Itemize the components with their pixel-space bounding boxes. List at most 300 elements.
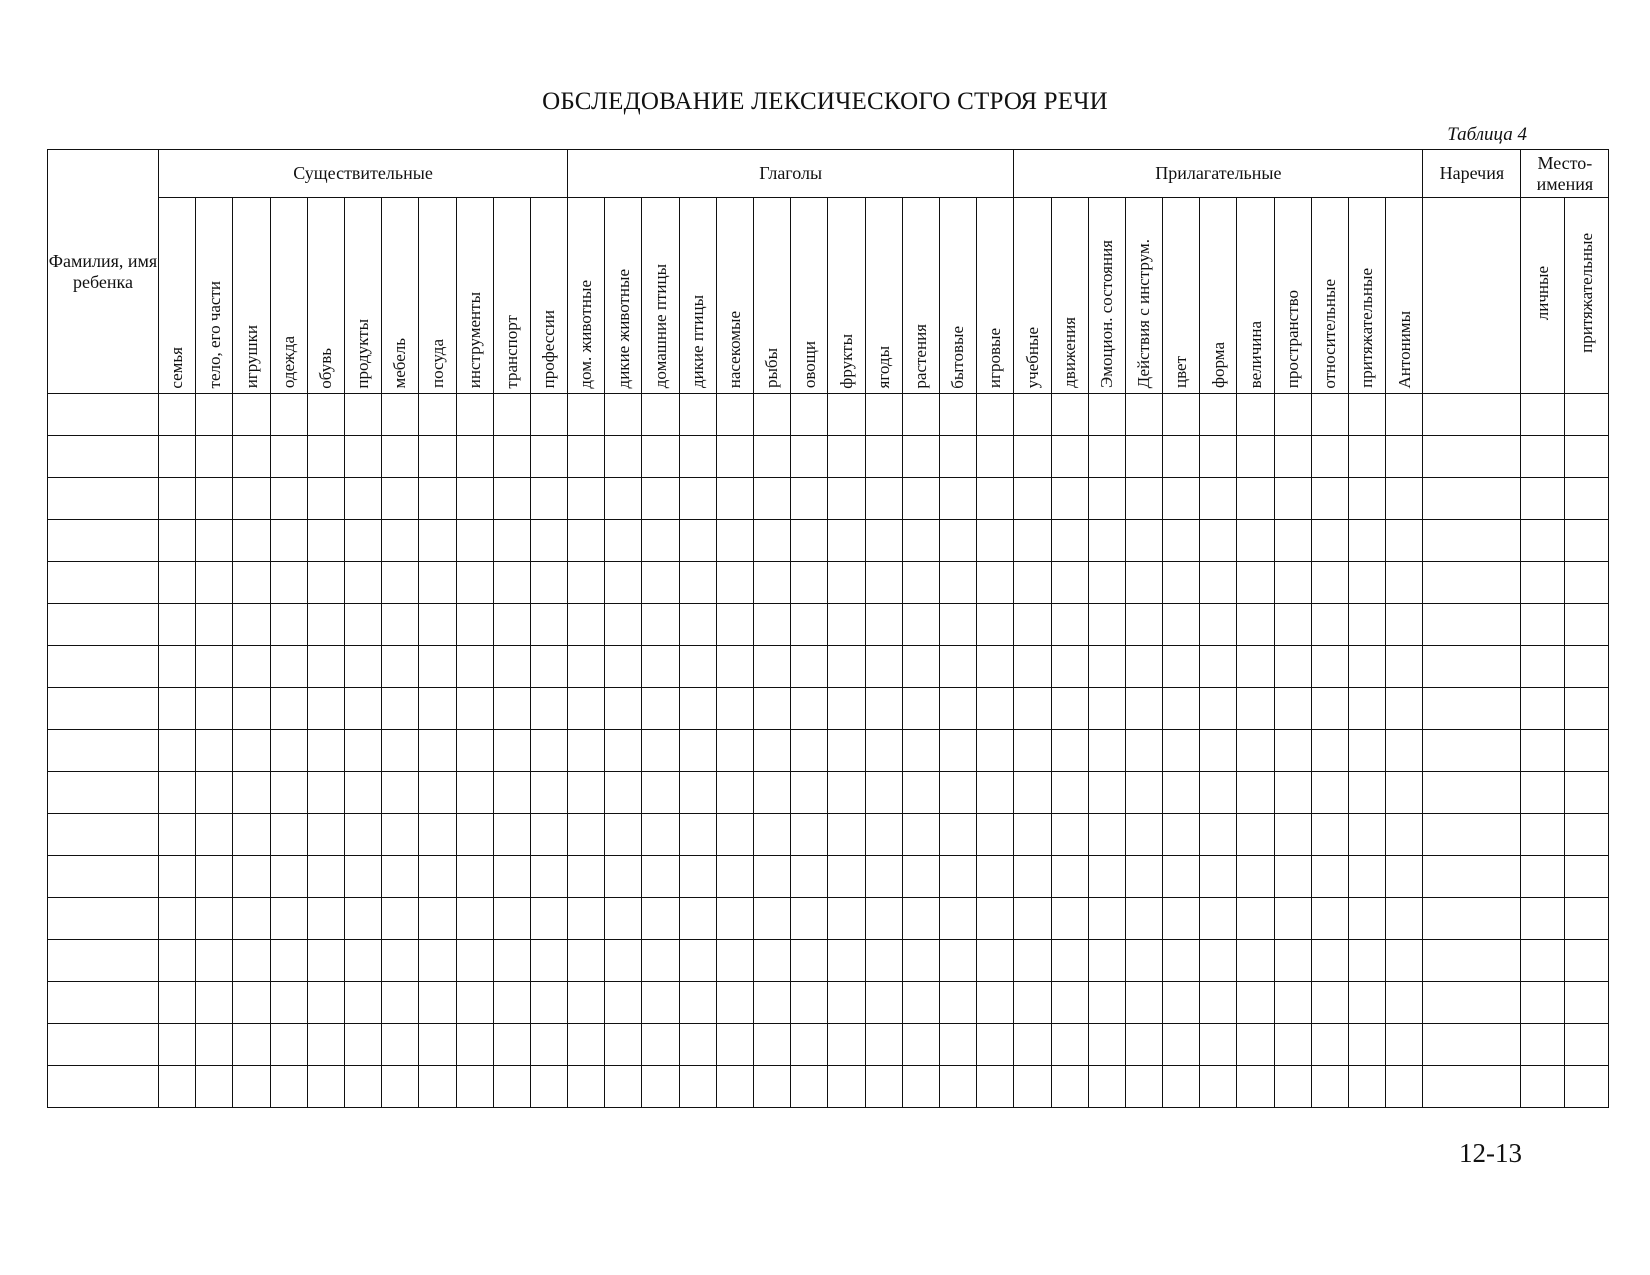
- score-cell: [159, 688, 196, 730]
- score-cell: [196, 520, 233, 562]
- score-cell: [530, 730, 567, 772]
- score-cell: [159, 394, 196, 436]
- score-cell: [159, 1024, 196, 1066]
- score-cell: [902, 772, 939, 814]
- score-cell: [902, 730, 939, 772]
- score-cell: [1274, 436, 1311, 478]
- score-cell: [1125, 1024, 1162, 1066]
- table-row: [48, 814, 1609, 856]
- score-cell: [1014, 562, 1051, 604]
- score-cell: [270, 898, 307, 940]
- score-cell: [307, 436, 344, 478]
- score-cell: [1386, 856, 1423, 898]
- score-cell: [977, 688, 1014, 730]
- header-adjectives-5: [1200, 198, 1237, 394]
- score-cell: [1237, 814, 1274, 856]
- score-cell: [530, 1024, 567, 1066]
- header-verbs-9: [902, 198, 939, 394]
- score-cell: [1163, 940, 1200, 982]
- score-cell: [568, 688, 605, 730]
- score-cell: [1565, 856, 1609, 898]
- score-cell: [1200, 814, 1237, 856]
- score-cell: [1088, 604, 1125, 646]
- score-cell: [1349, 940, 1386, 982]
- score-cell: [1311, 478, 1348, 520]
- score-cell: [233, 772, 270, 814]
- score-cell: [382, 982, 419, 1024]
- header-pronouns-0: [1521, 198, 1565, 394]
- score-cell: [233, 646, 270, 688]
- score-cell: [902, 562, 939, 604]
- score-cell: [270, 478, 307, 520]
- score-cell: [679, 604, 716, 646]
- header-verbs-11: [977, 198, 1014, 394]
- score-cell: [828, 730, 865, 772]
- table-row: [48, 646, 1609, 688]
- score-cell: [1521, 436, 1565, 478]
- score-cell: [1274, 1066, 1311, 1108]
- score-cell: [716, 856, 753, 898]
- table-row: [48, 604, 1609, 646]
- score-cell: [1386, 478, 1423, 520]
- child-name-cell: [48, 898, 159, 940]
- score-cell: [791, 394, 828, 436]
- score-cell: [270, 436, 307, 478]
- score-cell: [419, 1066, 456, 1108]
- score-cell: [1565, 604, 1609, 646]
- score-cell: [1163, 1066, 1200, 1108]
- score-cell: [865, 394, 902, 436]
- score-cell: [159, 898, 196, 940]
- score-cell: [493, 394, 530, 436]
- header-adverbs-blank: [1423, 198, 1521, 394]
- header-label: цвет: [1171, 356, 1191, 389]
- child-name-cell: [48, 856, 159, 898]
- score-cell: [754, 730, 791, 772]
- score-cell: [1014, 520, 1051, 562]
- score-cell: [791, 688, 828, 730]
- score-cell: [1088, 898, 1125, 940]
- score-cell: [1200, 856, 1237, 898]
- score-cell: [1565, 898, 1609, 940]
- header-adjectives-9: [1349, 198, 1386, 394]
- table-row: [48, 898, 1609, 940]
- score-cell: [865, 814, 902, 856]
- score-cell: [419, 1024, 456, 1066]
- score-cell: [493, 520, 530, 562]
- score-cell: [977, 604, 1014, 646]
- score-cell: [159, 436, 196, 478]
- score-cell: [865, 520, 902, 562]
- score-cell: [977, 478, 1014, 520]
- score-cell: [1200, 520, 1237, 562]
- score-cell: [1200, 730, 1237, 772]
- score-cell: [642, 646, 679, 688]
- header-label: дом. животные: [576, 279, 596, 389]
- score-cell: [1521, 520, 1565, 562]
- score-cell: [865, 982, 902, 1024]
- header-adjectives-7: [1274, 198, 1311, 394]
- score-cell: [1051, 436, 1088, 478]
- score-cell: [642, 772, 679, 814]
- score-cell: [977, 982, 1014, 1024]
- score-cell: [456, 478, 493, 520]
- header-label: величина: [1245, 320, 1265, 389]
- score-cell: [1274, 688, 1311, 730]
- score-cell: [754, 856, 791, 898]
- score-cell: [1521, 604, 1565, 646]
- child-name-cell: [48, 1024, 159, 1066]
- score-cell: [1163, 772, 1200, 814]
- page-title: ОБСЛЕДОВАНИЕ ЛЕКСИЧЕСКОГО СТРОЯ РЕЧИ: [542, 88, 1108, 115]
- score-cell: [791, 898, 828, 940]
- score-cell: [1163, 1024, 1200, 1066]
- score-cell: [233, 562, 270, 604]
- score-cell: [754, 940, 791, 982]
- group-adjectives: Прилагательные: [1014, 150, 1423, 198]
- score-cell: [493, 1066, 530, 1108]
- score-cell: [828, 604, 865, 646]
- header-label: обувь: [316, 347, 336, 389]
- score-cell: [642, 520, 679, 562]
- score-cell: [939, 436, 976, 478]
- score-cell: [344, 940, 381, 982]
- score-cell: [791, 520, 828, 562]
- score-cell: [196, 562, 233, 604]
- score-cell: [1565, 730, 1609, 772]
- header-nouns-7: [419, 198, 456, 394]
- score-cell: [1349, 982, 1386, 1024]
- score-cell: [382, 814, 419, 856]
- score-cell: [977, 730, 1014, 772]
- score-cell: [568, 478, 605, 520]
- table-row: [48, 562, 1609, 604]
- score-cell: [642, 562, 679, 604]
- score-cell: [530, 520, 567, 562]
- score-cell: [754, 772, 791, 814]
- header-verbs-3: [679, 198, 716, 394]
- score-cell: [939, 688, 976, 730]
- score-cell: [828, 1024, 865, 1066]
- score-cell: [233, 436, 270, 478]
- score-cell: [419, 604, 456, 646]
- score-cell: [159, 772, 196, 814]
- score-cell: [382, 1066, 419, 1108]
- score-cell: [1521, 1066, 1565, 1108]
- score-cell: [605, 604, 642, 646]
- score-cell: [679, 436, 716, 478]
- score-cell: [196, 772, 233, 814]
- score-cell: [1423, 394, 1521, 436]
- score-cell: [828, 982, 865, 1024]
- score-cell: [233, 940, 270, 982]
- score-cell: [1200, 436, 1237, 478]
- score-cell: [1423, 436, 1521, 478]
- score-cell: [493, 562, 530, 604]
- score-cell: [1311, 436, 1348, 478]
- score-cell: [1349, 604, 1386, 646]
- score-cell: [716, 1066, 753, 1108]
- score-cell: [1051, 604, 1088, 646]
- table-row: [48, 772, 1609, 814]
- header-nouns-1: [196, 198, 233, 394]
- score-cell: [977, 1024, 1014, 1066]
- score-cell: [1237, 394, 1274, 436]
- header-adjectives-3: [1125, 198, 1162, 394]
- score-cell: [530, 478, 567, 520]
- score-cell: [716, 436, 753, 478]
- score-cell: [1051, 730, 1088, 772]
- score-cell: [530, 436, 567, 478]
- score-cell: [939, 604, 976, 646]
- score-cell: [828, 856, 865, 898]
- score-cell: [902, 814, 939, 856]
- score-cell: [1349, 562, 1386, 604]
- score-cell: [939, 520, 976, 562]
- score-cell: [1125, 898, 1162, 940]
- score-cell: [902, 604, 939, 646]
- score-cell: [419, 478, 456, 520]
- score-cell: [977, 394, 1014, 436]
- score-cell: [791, 436, 828, 478]
- score-cell: [344, 982, 381, 1024]
- header-label: ягоды: [873, 345, 893, 389]
- score-cell: [1311, 940, 1348, 982]
- header-label: инструменты: [464, 292, 484, 389]
- score-cell: [716, 940, 753, 982]
- score-cell: [1163, 814, 1200, 856]
- score-cell: [307, 520, 344, 562]
- header-nouns-2: [233, 198, 270, 394]
- table-row: [48, 730, 1609, 772]
- score-cell: [1274, 562, 1311, 604]
- score-cell: [196, 856, 233, 898]
- score-cell: [196, 940, 233, 982]
- score-cell: [1088, 730, 1125, 772]
- score-cell: [754, 604, 791, 646]
- score-cell: [456, 394, 493, 436]
- table-row: [48, 1066, 1609, 1108]
- score-cell: [716, 520, 753, 562]
- score-cell: [196, 436, 233, 478]
- score-cell: [159, 940, 196, 982]
- score-cell: [270, 1066, 307, 1108]
- score-cell: [754, 436, 791, 478]
- score-cell: [1311, 562, 1348, 604]
- header-label: насекомые: [725, 311, 745, 389]
- score-cell: [344, 520, 381, 562]
- header-verbs-5: [754, 198, 791, 394]
- header-label: растения: [911, 323, 931, 389]
- header-label: личные: [1533, 266, 1553, 321]
- score-cell: [530, 898, 567, 940]
- score-cell: [1200, 1066, 1237, 1108]
- score-cell: [679, 940, 716, 982]
- score-cell: [1200, 478, 1237, 520]
- score-cell: [530, 814, 567, 856]
- score-cell: [679, 898, 716, 940]
- score-cell: [159, 982, 196, 1024]
- score-cell: [196, 730, 233, 772]
- score-cell: [1274, 898, 1311, 940]
- score-cell: [419, 772, 456, 814]
- score-cell: [1163, 982, 1200, 1024]
- score-cell: [344, 856, 381, 898]
- score-cell: [233, 898, 270, 940]
- score-cell: [1200, 898, 1237, 940]
- score-cell: [828, 520, 865, 562]
- score-cell: [456, 1024, 493, 1066]
- score-cell: [1311, 1066, 1348, 1108]
- score-cell: [196, 1066, 233, 1108]
- score-cell: [270, 394, 307, 436]
- score-cell: [754, 562, 791, 604]
- score-cell: [1200, 688, 1237, 730]
- score-cell: [754, 898, 791, 940]
- score-cell: [1311, 1024, 1348, 1066]
- header-label: продукты: [353, 318, 373, 389]
- score-cell: [456, 898, 493, 940]
- score-cell: [233, 604, 270, 646]
- score-cell: [716, 394, 753, 436]
- score-cell: [1311, 646, 1348, 688]
- score-cell: [1237, 730, 1274, 772]
- header-pronouns-1: [1565, 198, 1609, 394]
- score-cell: [1237, 772, 1274, 814]
- score-cell: [493, 688, 530, 730]
- score-cell: [196, 604, 233, 646]
- score-cell: [1014, 730, 1051, 772]
- table-row: [48, 394, 1609, 436]
- score-cell: [1349, 478, 1386, 520]
- score-cell: [456, 646, 493, 688]
- score-cell: [1200, 562, 1237, 604]
- score-cell: [382, 730, 419, 772]
- score-cell: [382, 688, 419, 730]
- header-label: игровые: [985, 328, 1005, 389]
- score-cell: [828, 646, 865, 688]
- header-label: Эмоцион. состояния: [1097, 240, 1116, 389]
- header-nouns-6: [382, 198, 419, 394]
- score-cell: [233, 856, 270, 898]
- child-name-cell: [48, 520, 159, 562]
- score-cell: [605, 646, 642, 688]
- score-cell: [1051, 1066, 1088, 1108]
- score-cell: [1386, 520, 1423, 562]
- score-cell: [196, 814, 233, 856]
- score-cell: [977, 646, 1014, 688]
- score-cell: [902, 646, 939, 688]
- score-cell: [1423, 856, 1521, 898]
- score-cell: [605, 688, 642, 730]
- score-cell: [1423, 730, 1521, 772]
- score-cell: [1051, 394, 1088, 436]
- score-cell: [865, 730, 902, 772]
- score-cell: [1565, 1066, 1609, 1108]
- score-cell: [1088, 814, 1125, 856]
- score-cell: [307, 982, 344, 1024]
- score-cell: [1125, 856, 1162, 898]
- header-nouns-9: [493, 198, 530, 394]
- score-cell: [493, 436, 530, 478]
- header-nouns-4: [307, 198, 344, 394]
- score-cell: [679, 478, 716, 520]
- header-verbs-1: [605, 198, 642, 394]
- score-cell: [530, 982, 567, 1024]
- header-nouns-10: [530, 198, 567, 394]
- child-name-cell: [48, 772, 159, 814]
- score-cell: [1349, 1024, 1386, 1066]
- score-cell: [568, 814, 605, 856]
- score-cell: [568, 898, 605, 940]
- score-cell: [493, 730, 530, 772]
- header-verbs-10: [939, 198, 976, 394]
- score-cell: [605, 898, 642, 940]
- score-cell: [642, 1024, 679, 1066]
- score-cell: [419, 688, 456, 730]
- score-cell: [679, 730, 716, 772]
- score-cell: [270, 814, 307, 856]
- score-cell: [159, 856, 196, 898]
- score-cell: [382, 646, 419, 688]
- score-cell: [568, 730, 605, 772]
- score-cell: [233, 394, 270, 436]
- score-cell: [939, 856, 976, 898]
- score-cell: [1088, 940, 1125, 982]
- table-row: [48, 688, 1609, 730]
- score-cell: [307, 856, 344, 898]
- score-cell: [1521, 898, 1565, 940]
- score-cell: [1237, 604, 1274, 646]
- header-label: бытовые: [948, 325, 968, 389]
- score-cell: [1125, 478, 1162, 520]
- score-cell: [1274, 814, 1311, 856]
- score-cell: [419, 436, 456, 478]
- score-cell: [679, 856, 716, 898]
- score-cell: [1051, 646, 1088, 688]
- score-cell: [1311, 394, 1348, 436]
- score-cell: [754, 1066, 791, 1108]
- score-cell: [1237, 688, 1274, 730]
- child-name-cell: [48, 982, 159, 1024]
- score-cell: [1237, 856, 1274, 898]
- score-cell: [307, 898, 344, 940]
- score-cell: [1014, 394, 1051, 436]
- score-cell: [196, 1024, 233, 1066]
- header-verbs-4: [716, 198, 753, 394]
- score-cell: [307, 646, 344, 688]
- score-cell: [1521, 646, 1565, 688]
- score-cell: [1088, 1024, 1125, 1066]
- score-cell: [530, 688, 567, 730]
- score-cell: [1163, 646, 1200, 688]
- score-cell: [642, 982, 679, 1024]
- score-cell: [419, 562, 456, 604]
- score-cell: [902, 898, 939, 940]
- score-cell: [382, 772, 419, 814]
- score-cell: [1521, 772, 1565, 814]
- score-cell: [939, 646, 976, 688]
- score-cell: [456, 436, 493, 478]
- score-cell: [270, 520, 307, 562]
- score-cell: [1311, 688, 1348, 730]
- score-cell: [679, 814, 716, 856]
- score-cell: [1311, 814, 1348, 856]
- score-cell: [865, 1024, 902, 1066]
- score-cell: [679, 1024, 716, 1066]
- score-cell: [977, 940, 1014, 982]
- score-cell: [382, 604, 419, 646]
